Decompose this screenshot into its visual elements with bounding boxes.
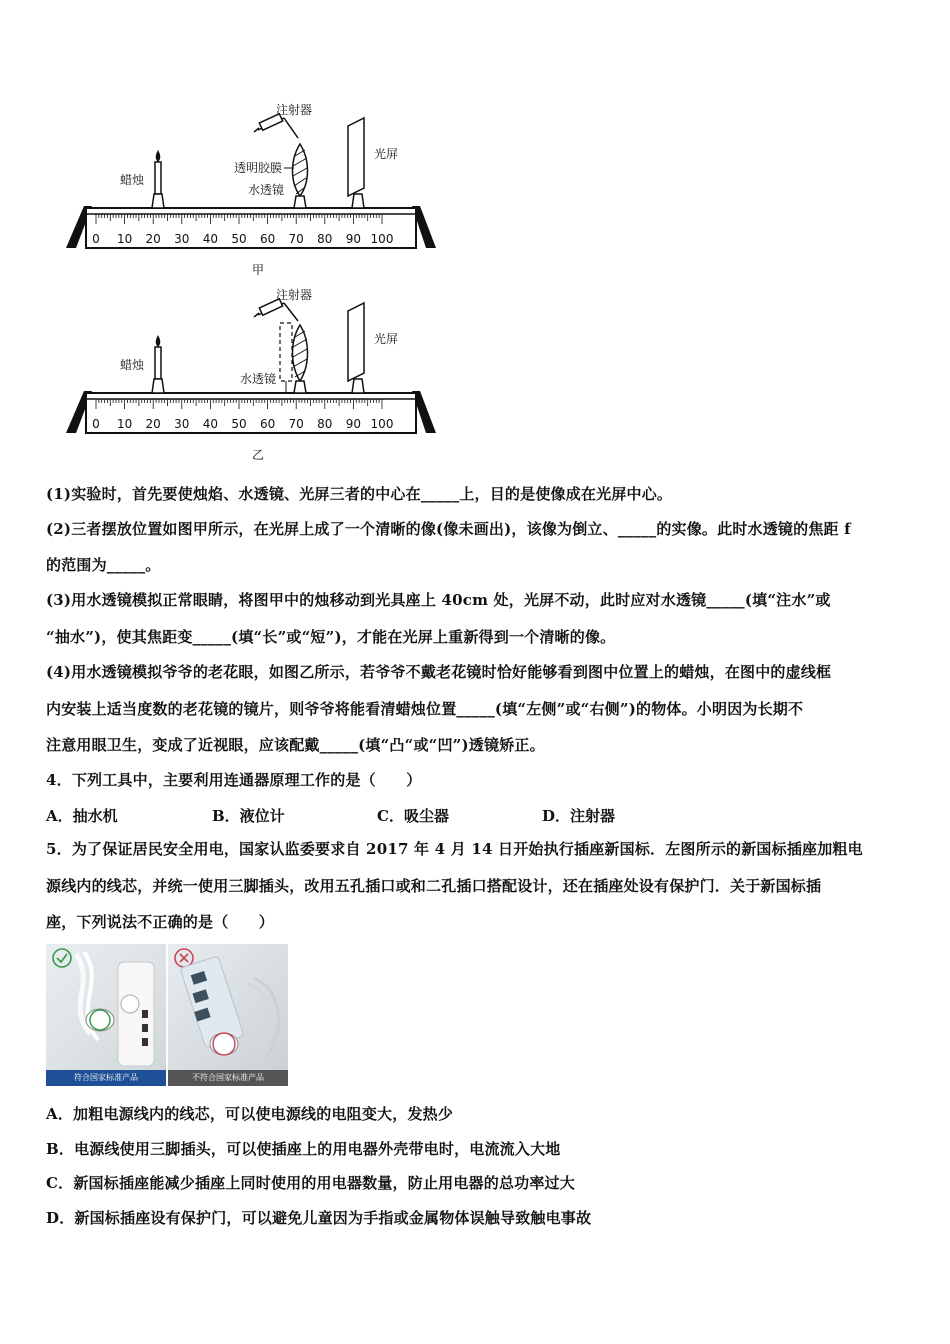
socket-comparison-photo <box>46 944 288 1086</box>
ruler-tick-label: 0 <box>92 417 100 431</box>
q4-option-d[interactable]: D．注射器 <box>542 807 616 825</box>
q3-part4-line2: 内安装上适当度数的老花镜的镜片，则爷爷将能看清蜡烛位置_____(填“左侧”或“右侧”)的物体。小明因为长期不 <box>46 700 804 718</box>
q4-stem: 4．下列工具中，主要利用连通器原理工作的是（ ） <box>46 771 422 789</box>
compliant-caption: 符合国家标准产品 <box>46 1070 166 1086</box>
q5-option-d[interactable]: D．新国标插座设有保护门，可以避免儿童因为手指或金属物体误触导致触电事故 <box>46 1209 592 1227</box>
ruler-tick-label: 30 <box>174 417 190 431</box>
lens-label: 水透镜 <box>248 183 285 197</box>
ruler-tick-label: 90 <box>345 417 362 431</box>
ruler-tick-label: 100 <box>370 232 394 246</box>
q5-option-a[interactable]: A．加粗电源线内的线芯，可以使电源线的电阻变大，发热少 <box>46 1105 454 1123</box>
q4-option-b[interactable]: B．液位计 <box>212 807 285 825</box>
ruler-tick-label: 70 <box>288 417 304 431</box>
q4-option-c[interactable]: C．吸尘器 <box>377 807 449 825</box>
candle <box>152 335 164 393</box>
ruler-tick-label: 20 <box>145 232 161 246</box>
ruler-tick-label: 50 <box>231 417 247 431</box>
dashed-lens-frame <box>280 323 292 381</box>
q3-part1: (1)实验时，首先要使烛焰、水透镜、光屏三者的中心在_____上，目的是使像成在光屏中心。 <box>46 485 673 503</box>
screen-label: 光屏 <box>374 332 399 346</box>
noncompliant-socket-panel <box>168 944 288 1086</box>
ruler-tick-label: 40 <box>202 417 219 431</box>
syringe-label: 注射器 <box>276 288 313 302</box>
syringe <box>254 114 298 138</box>
compliant-socket-panel <box>46 944 166 1086</box>
check-icon <box>53 949 71 967</box>
ruler-tick-label: 0 <box>92 232 100 246</box>
ruler-tick-label: 60 <box>259 232 276 246</box>
ruler-tick-label: 100 <box>370 417 394 431</box>
candle-label: 蜡烛 <box>120 358 145 372</box>
ruler-tick-label: 50 <box>231 232 247 246</box>
q4-option-a[interactable]: A．抽水机 <box>46 807 118 825</box>
candle-label: 蜡烛 <box>120 173 145 187</box>
q5-stem-line3: 座，下列说法不正确的是（ ） <box>46 913 275 931</box>
figure-b-caption: 乙 <box>252 448 265 462</box>
q5-stem-line2: 源线内的线芯，并统一使用三脚插头，改用五孔插口或和二孔插口搭配设计，还在插座处设有保护门．关于新国标插 <box>46 877 822 895</box>
light-screen <box>348 303 364 393</box>
q3-part2-line2: 的范围为_____。 <box>46 556 161 574</box>
q5-stem-line1: 5．为了保证居民安全用电，国家认监委要求自 2017 年 4 月 14 日开始执行插座新国标．左图所示的新国标插座加粗电 <box>46 840 863 858</box>
light-screen <box>348 118 364 208</box>
film-label: 透明胶膜 <box>234 161 283 175</box>
q3-part4-line3: 注意用眼卫生，变成了近视眼，应该配戴_____(填“凸“或“凹”)透镜矫正。 <box>46 736 545 754</box>
ruler-tick-label: 80 <box>317 232 333 246</box>
lens-label: 水透镜 <box>240 372 277 386</box>
figure-a-caption: 甲 <box>252 263 265 277</box>
ruler-tick-label: 40 <box>202 232 219 246</box>
water-lens <box>293 144 308 208</box>
cross-icon <box>175 949 193 967</box>
ruler-tick-label: 30 <box>174 232 190 246</box>
water-lens <box>293 325 308 393</box>
ruler-tick-label: 90 <box>345 232 362 246</box>
ruler-tick-label: 10 <box>116 417 133 431</box>
ruler-tick-label: 70 <box>288 232 304 246</box>
q3-part4-line1: (4)用水透镜模拟爷爷的老花眼，如图乙所示，若爷爷不戴老花镜时恰好能够看到图中位置上的蜡烛，在图中的虚线框 <box>46 663 832 681</box>
q3-part2-line1: (2)三者摆放位置如图甲所示，在光屏上成了一个清晰的像(像未画出)，该像为倒立、_____的实像。此时水透镜的焦距 f <box>46 520 851 538</box>
ruler-tick-label: 20 <box>145 417 161 431</box>
noncompliant-caption: 不符合国家标准产品 <box>168 1070 288 1086</box>
screen-label: 光屏 <box>374 147 399 161</box>
optics-bench-figure-a <box>62 100 442 280</box>
q5-option-c[interactable]: C．新国标插座能减少插座上同时使用的用电器数量，防止用电器的总功率过大 <box>46 1174 575 1192</box>
optics-bench-figure-b <box>62 285 442 465</box>
syringe-label: 注射器 <box>276 103 313 117</box>
q3-part3-line2: “抽水”)，使其焦距变_____(填“长”或“短”)，才能在光屏上重新得到一个清晰的像。 <box>46 628 616 646</box>
q3-part3-line1: (3)用水透镜模拟正常眼睛，将图甲中的烛移动到光具座上 40cm 处，光屏不动，此时应对水透镜_____(填“注水”或 <box>46 591 831 609</box>
q5-option-b[interactable]: B．电源线使用三脚插头，可以使插座上的用电器外壳带电时，电流流入大地 <box>46 1140 561 1158</box>
ruler-tick-label: 80 <box>317 417 333 431</box>
candle <box>152 150 164 208</box>
syringe <box>254 299 298 321</box>
ruler-tick-label: 10 <box>116 232 133 246</box>
ruler-tick-label: 60 <box>259 417 276 431</box>
